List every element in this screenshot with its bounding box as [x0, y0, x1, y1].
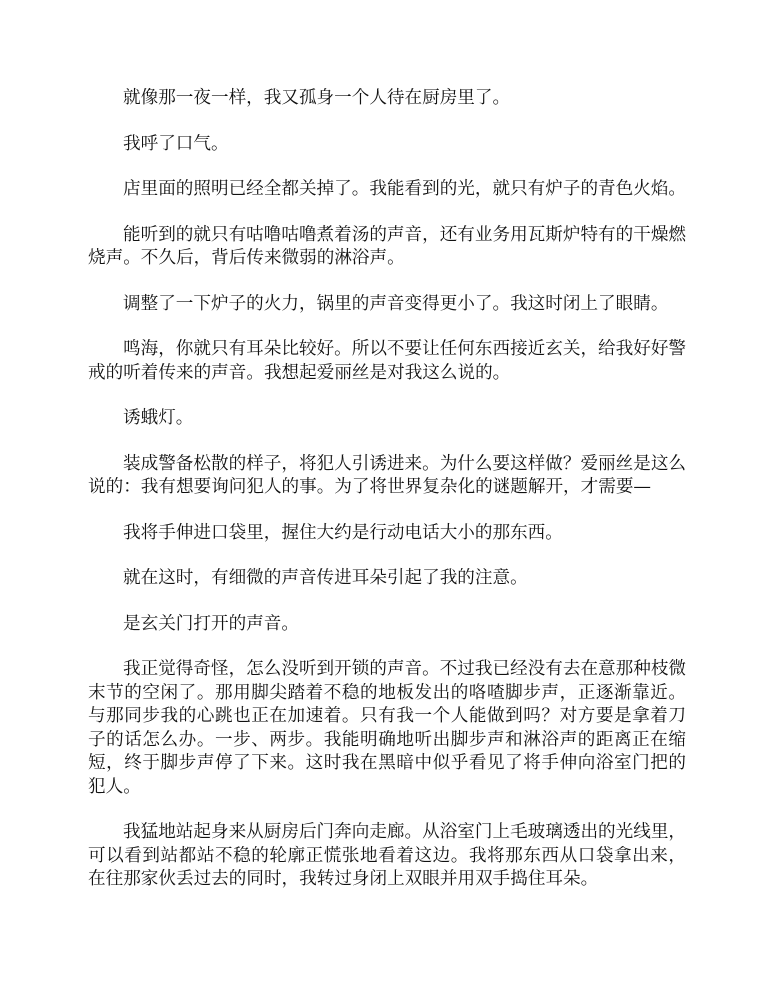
- paragraph: 就像那一夜一样，我又孤身一个人待在厨房里了。: [123, 88, 511, 108]
- paragraph: 我将手伸进口袋里，握住大约是行动电话大小的那东西。: [123, 522, 563, 543]
- paragraph: 我正觉得奇怪，怎么没听到开锁的声音。不过我已经没有去在意那种枝微末节的空闲了。那用脚尖踏着不稳的地板发出的咯喳脚步声，正逐渐靠近。与那同步我的心跳也正在加速着。只有我一个人能做到吗？对方要是拿着刀子的话怎么办。一步、两步。我能明确地听出脚步声和淋浴声的距离正在缩短，终于脚步声停了下来。这时我在黑暗中似乎看见了将手伸向浴室门把的犯人。: [88, 659, 687, 797]
- text-body: [88, 87, 686, 914]
- paragraph: 我呼了口气。: [123, 133, 229, 154]
- paragraph: 是玄关门打开的声音。: [123, 613, 299, 634]
- paragraph: 装成警备松散的样子，将犯人引诱进来。为什么要这样做？爱丽丝是这么说的：我有想要询问犯人的事。为了将世界复杂化的谜题解开，才需要—: [88, 453, 687, 497]
- paragraph: 鸣海，你就只有耳朵比较好。所以不要让任何东西接近玄关，给我好好警戒的听着传来的声音。我想起爱丽丝是对我这么说的。: [88, 339, 687, 383]
- paragraph: 能听到的就只有咕噜咕噜煮着汤的声音，还有业务用瓦斯炉特有的干燥燃烧声。不久后，背后传来微弱的淋浴声。: [88, 224, 687, 268]
- paragraph: 就在这时，有细微的声音传进耳朵引起了我的注意。: [123, 568, 528, 588]
- paragraph: 调整了一下炉子的火力，锅里的声音变得更小了。我这时闭上了眼睛。: [123, 293, 669, 314]
- paragraph: 我猛地站起身来从厨房后门奔向走廊。从浴室门上毛玻璃透出的光线里，可以看到站都站不稳的轮廓正慌张地看着这边。我将那东西从口袋拿出来，在往那家伙丢过去的同时，我转过身闭上双眼并用双手捣住耳朵。: [88, 822, 687, 889]
- paragraph: 诱蛾灯。: [123, 408, 194, 428]
- paragraph: 店里面的照明已经全都关掉了。我能看到的光，就只有炉子的青色火焰。: [123, 179, 687, 199]
